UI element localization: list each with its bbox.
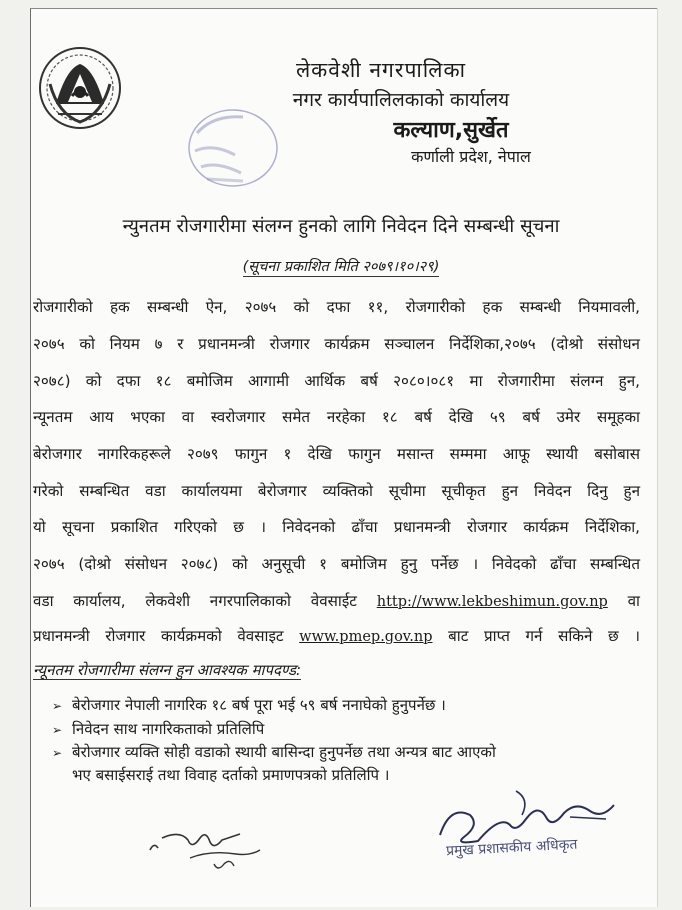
body-line-6: गरेको सम्बन्धित वडा कार्यालयमा बेरोजगार व्यक्तिको सूचीमा सूचीकृत हुन निवेदन दिनु हुन: [33, 482, 640, 500]
office-stamp: [183, 103, 283, 193]
pmep-website-link[interactable]: www.pmep.gov.np: [299, 629, 433, 645]
municipality-name: लेकवेशी नगरपालिका: [295, 58, 467, 82]
office-location: कल्याण,सुर्खेत: [393, 118, 509, 143]
body-line-2: २०७५ को नियम ७ र प्रधानमन्त्री रोजगार कार्यक्रम सञ्चालन निर्देशिका,२०७५ (दोश्रो संसोधन: [33, 335, 640, 353]
municipality-website-link[interactable]: http://www.lekbeshimun.gov.np: [376, 594, 608, 610]
notice-title: न्युनतम रोजगारीमा संलग्न हुनको लागि निवेदन दिने सम्बन्धी सूचना: [122, 216, 560, 237]
province-name: कर्णाली प्रदेश, नेपाल: [411, 147, 531, 166]
publication-date: (सूचना प्रकाशित मिति २०७९।१०।२९): [242, 259, 440, 275]
officer-signature: [430, 785, 630, 885]
body-line-9: वडा कार्यालय, लेकवेशी नगरपालिकाको वेवसाईट http://www.lekbeshimun.gov.np वा: [33, 592, 640, 610]
requirements-heading: न्यूनतम रोजगारीमा संलग्न हुन आवश्यक मापदण्ड:: [33, 661, 302, 679]
arrow-bullet-icon: ➢: [52, 723, 63, 737]
requirement-item-2: ➢ निवेदन साथ नागरिकताको प्रतिलिपि: [52, 718, 264, 741]
officer-title-stamp: प्रमुख प्रशासकीय अधिकृत: [445, 836, 578, 860]
requirement-item-1: ➢ बेरोजगार नेपाली नागरिक १८ बर्ष पूरा भई ५९ बर्ष ननाघेको हुनुपर्नेछ ।: [52, 694, 446, 717]
body-line-3: २०७८) को दफा १८ बमोजिम आगामी आर्थिक बर्ष २०८०।०८१ मा रोजगारीमा संलग्न हुन,: [33, 372, 640, 390]
body-line-1: रोजगारीको हक सम्बन्धी ऐन, २०७५ को दफा ११, रोजगारीको हक सम्बन्धी नियमावली,: [33, 298, 640, 316]
body-line-4: न्यूनतम आय भएका वा स्वरोजगार समेत नरहेका १८ बर्ष देखि ५९ बर्ष उमेर समूहका: [33, 408, 640, 426]
body-line-5: बेरोजगार नागरिकहरूले २०७९ फागुन १ देखि फागुन मसान्त सम्ममा आफू स्थायी बसोबास: [33, 445, 640, 463]
body-line-10: प्रधानमन्त्री रोजगार कार्यक्रमको वेवसाइट www.pmep.gov.np बाट प्राप्त गर्न सकिने छ ।: [33, 627, 640, 645]
arrow-bullet-icon: ➢: [52, 746, 63, 760]
handwritten-initials-left: [140, 820, 280, 880]
body-line-8: २०७५ (दोश्रो संसोधन २०७८) को अनुसूची १ बमोजिम हुनु पर्नेछ । निवेदको ढाँचा सम्बन्धित: [33, 555, 640, 573]
body-line-7: यो सूचना प्रकाशित गरिएको छ । निवेदनको ढाँचा प्रधानमन्त्री रोजगार कार्यक्रम निर्देशिका,: [33, 518, 640, 536]
office-name: नगर कार्यपालिलकाको कार्यालय: [292, 89, 510, 111]
requirement-item-3-continued: भए बसाईसराई तथा विवाह दर्ताको प्रमाणपत्रको प्रतिलिपि ।: [72, 766, 390, 784]
requirement-item-3: ➢ बेरोजगार व्यक्ति सोही वडाको स्थायी बासिन्दा हुनुपर्नेछ तथा अन्यत्र बाट आएको: [52, 741, 496, 764]
arrow-bullet-icon: ➢: [52, 699, 63, 713]
